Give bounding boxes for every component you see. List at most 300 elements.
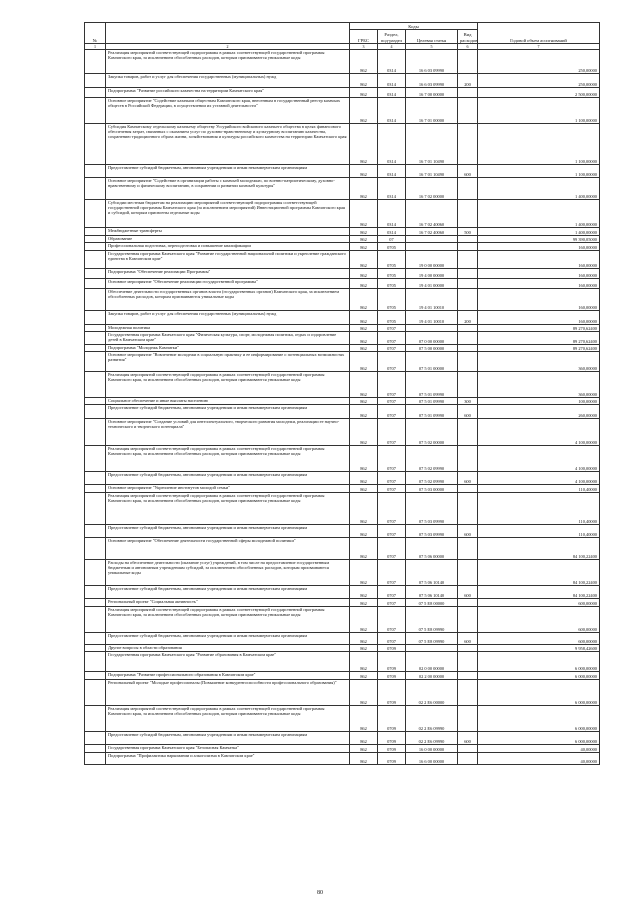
cell-target: 16 7 02 00000 — [406, 178, 458, 200]
cell-section: 0707 — [378, 446, 406, 472]
cell-grbs: 862 — [350, 525, 378, 538]
cell-name: Основное мероприятие "Обеспечение деятельности государственной сферы молодежной политики" — [106, 538, 350, 560]
table-row — [85, 325, 600, 332]
cell-section: 0705 — [378, 279, 406, 289]
cell-no — [85, 332, 106, 345]
cell-name: Основное мероприятие "Укрепление институтов молодой семьи" — [106, 485, 350, 493]
cell-grbs: 862 — [350, 538, 378, 560]
cell-amount: 6 000,00000 — [478, 732, 600, 745]
cell-section: 0709 — [378, 672, 406, 680]
cell-type — [458, 753, 478, 765]
cell-type — [458, 269, 478, 279]
header-target: Целевая статья — [406, 30, 458, 44]
cell-no — [85, 732, 106, 745]
cell-target: 19 4 01 00000 — [406, 279, 458, 289]
colnum: 2 — [106, 44, 350, 50]
table-row — [85, 50, 600, 74]
cell-amount: 99 390,05000 — [478, 236, 600, 243]
cell-type: 600 — [458, 732, 478, 745]
cell-section: 0707 — [378, 607, 406, 633]
cell-section: 0314 — [378, 165, 406, 178]
cell-name: Реализация мероприятий соответствующей подпрограммы в рамках соответствующей государственной программы Камчатского края, за исключением обособленных расходов, которым присваиваются уникальные коды — [106, 372, 350, 398]
cell-type: 600 — [458, 165, 478, 178]
cell-type — [458, 251, 478, 269]
table-row — [85, 398, 600, 405]
cell-no — [85, 599, 106, 607]
cell-name: Предоставление субсидий бюджетным, автономным учреждениям и иным некоммерческим организациям — [106, 165, 350, 178]
cell-type — [458, 289, 478, 311]
cell-amount: 600,00000 — [478, 599, 600, 607]
page-number: 80 — [317, 890, 323, 896]
cell-target: 07 0 00 00000 — [406, 332, 458, 345]
cell-type: 500 — [458, 228, 478, 236]
cell-target: 07 5 01 09990 — [406, 372, 458, 398]
cell-type — [458, 200, 478, 228]
table-row — [85, 311, 600, 325]
cell-amount: 89 270,62400 — [478, 332, 600, 345]
cell-section: 0705 — [378, 243, 406, 251]
cell-amount: 160,00000 — [478, 243, 600, 251]
cell-name: Субсидии местным бюджетам на реализацию мероприятий соответствующей подпрограммы соответствующей государственной программы Камчатского края (за исключением мероприятий) Инвестиционной программы Камчатского края и субсидий, которым присвоены отдельные коды — [106, 200, 350, 228]
cell-no — [85, 289, 106, 311]
header-exptype: Вид расходов — [458, 30, 478, 44]
cell-no — [85, 538, 106, 560]
cell-name: Подпрограмма "Обеспечение реализации Программы" — [106, 269, 350, 279]
cell-grbs: 862 — [350, 332, 378, 345]
cell-grbs: 862 — [350, 243, 378, 251]
cell-amount: 89 270,62400 — [478, 325, 600, 332]
cell-amount: 89 270,62400 — [478, 345, 600, 352]
cell-name: Государственная программа Камчатского края "Развитие государственной национальной политики и укрепление гражданского единства в Камчатском крае" — [106, 251, 350, 269]
cell-target: 02 2 E6 09990 — [406, 706, 458, 732]
table-row — [85, 633, 600, 645]
cell-name: Основное мероприятие "Содействие казачьим обществам Камчатского края, внесенным в государственный реестр казачьих обществ в Российской Федерации, в осуществлении их уставной деятельности" — [106, 98, 350, 124]
cell-no — [85, 560, 106, 586]
cell-target — [406, 243, 458, 251]
cell-name: Региональный проект "Молодые профессионалы (Повышение конкурентоспособности профессионального образования)" — [106, 680, 350, 706]
cell-target: 07 5 00 00000 — [406, 345, 458, 352]
cell-name: Реализация мероприятий соответствующей подпрограммы в рамках соответствующей государственной программы Камчатского края, за исключением обособленных расходов, которым присваиваются уникальные коды — [106, 706, 350, 732]
cell-name: Реализация мероприятий соответствующей подпрограммы в рамках соответствующей государственной программы Камчатского края, за исключением обособленных расходов, которым присваиваются уникальные коды — [106, 446, 350, 472]
table-row — [85, 178, 600, 200]
cell-amount: 110,40000 — [478, 485, 600, 493]
cell-grbs: 862 — [350, 680, 378, 706]
cell-target: 07 5 06 10140 — [406, 560, 458, 586]
cell-grbs: 862 — [350, 325, 378, 332]
cell-type — [458, 446, 478, 472]
cell-target — [406, 236, 458, 243]
cell-section: 0707 — [378, 633, 406, 645]
cell-grbs: 862 — [350, 560, 378, 586]
cell-section: 0705 — [378, 269, 406, 279]
table-row — [85, 586, 600, 599]
cell-no — [85, 178, 106, 200]
cell-type — [458, 645, 478, 652]
cell-target: 19 0 00 00000 — [406, 251, 458, 269]
table-row — [85, 446, 600, 472]
budget-table — [84, 22, 600, 765]
cell-type: 600 — [458, 586, 478, 599]
cell-no — [85, 493, 106, 525]
cell-amount: 6 000,00000 — [478, 680, 600, 706]
cell-target: 07 5 03 09990 — [406, 525, 458, 538]
cell-amount: 160,00000 — [478, 269, 600, 279]
cell-name: Молодежная политика — [106, 325, 350, 332]
cell-section: 0707 — [378, 352, 406, 372]
cell-section: 0709 — [378, 753, 406, 765]
cell-grbs: 862 — [350, 672, 378, 680]
cell-section: 0705 — [378, 289, 406, 311]
cell-target: 02 2 00 00000 — [406, 672, 458, 680]
cell-grbs: 862 — [350, 124, 378, 165]
cell-target: 07 5 02 00000 — [406, 419, 458, 446]
cell-target — [406, 325, 458, 332]
cell-no — [85, 745, 106, 753]
cell-name: Предоставление субсидий бюджетным, автономным учреждениям и иным некоммерческим организациям — [106, 472, 350, 485]
cell-type — [458, 332, 478, 345]
cell-grbs: 862 — [350, 74, 378, 88]
cell-section: 0707 — [378, 599, 406, 607]
cell-amount: 1 100,00000 — [478, 124, 600, 165]
cell-name: Реализация мероприятий соответствующей подпрограммы в рамках соответствующей государственной программы Камчатского края, за исключением обособленных расходов, которым присваиваются уникальные коды — [106, 607, 350, 633]
cell-grbs: 862 — [350, 289, 378, 311]
cell-type — [458, 50, 478, 74]
cell-grbs: 862 — [350, 88, 378, 98]
cell-name: Подпрограмма "Развитие российского казачества на территории Камчатского края" — [106, 88, 350, 98]
table-row — [85, 472, 600, 485]
cell-type — [458, 178, 478, 200]
header-grbs: ГРБС — [350, 30, 378, 44]
cell-grbs: 862 — [350, 732, 378, 745]
cell-type: 200 — [458, 311, 478, 325]
cell-no — [85, 50, 106, 74]
table-row — [85, 88, 600, 98]
cell-grbs: 862 — [350, 645, 378, 652]
cell-no — [85, 124, 106, 165]
header-section: Раздел, под-раздел — [378, 30, 406, 44]
cell-no — [85, 485, 106, 493]
cell-no — [85, 372, 106, 398]
table-row — [85, 165, 600, 178]
cell-target: 07 5 01 09990 — [406, 405, 458, 419]
cell-type — [458, 538, 478, 560]
cell-target: 16 7 00 00000 — [406, 88, 458, 98]
cell-type — [458, 124, 478, 165]
cell-type: 600 — [458, 525, 478, 538]
cell-no — [85, 165, 106, 178]
table-row — [85, 672, 600, 680]
table-row — [85, 645, 600, 652]
colnum: 3 — [350, 44, 378, 50]
cell-amount: 1 400,00000 — [478, 178, 600, 200]
cell-name: Государственная программа Камчатского края "Развитие образования в Камчатском крае" — [106, 652, 350, 672]
cell-no — [85, 446, 106, 472]
cell-no — [85, 398, 106, 405]
cell-amount: 4 100,00000 — [478, 419, 600, 446]
cell-name: Профессиональная подготовка, переподготовка и повышение квалификации — [106, 243, 350, 251]
cell-amount: 110,40000 — [478, 525, 600, 538]
header-codes: Коды — [350, 23, 478, 30]
cell-grbs: 862 — [350, 446, 378, 472]
cell-section: 0709 — [378, 732, 406, 745]
cell-grbs: 862 — [350, 607, 378, 633]
cell-no — [85, 345, 106, 352]
cell-section: 0314 — [378, 178, 406, 200]
table-row — [85, 236, 600, 243]
cell-section: 0707 — [378, 538, 406, 560]
cell-type — [458, 88, 478, 98]
cell-amount: 600,00000 — [478, 633, 600, 645]
cell-grbs: 862 — [350, 279, 378, 289]
table-row — [85, 289, 600, 311]
table-row — [85, 607, 600, 633]
cell-name: Предоставление субсидий бюджетным, автономным учреждениям и иным некоммерческим организациям — [106, 405, 350, 419]
cell-amount: 6 000,00000 — [478, 652, 600, 672]
cell-grbs: 862 — [350, 745, 378, 753]
cell-name: Закупка товаров, работ и услуг для обеспечения государственных (муниципальных) нужд — [106, 311, 350, 325]
cell-section: 0709 — [378, 680, 406, 706]
cell-target: 16 6 03 09990 — [406, 50, 458, 74]
cell-name: Предоставление субсидий бюджетным, автономным учреждениям и иным некоммерческим организациям — [106, 586, 350, 599]
table-row — [85, 124, 600, 165]
cell-target: 07 5 E8 09990 — [406, 633, 458, 645]
table-row — [85, 732, 600, 745]
header-name — [106, 23, 350, 44]
cell-type — [458, 652, 478, 672]
cell-section: 0314 — [378, 74, 406, 88]
cell-target: 16 6 00 00000 — [406, 753, 458, 765]
cell-target: 07 5 01 09990 — [406, 398, 458, 405]
cell-grbs: 862 — [350, 165, 378, 178]
cell-name: Субсидия Камчатскому отдельскому казачьему обществу Уссурийского войскового казачьего общества в целях финансового обеспечения затрат, связанных с оказанием услуг по духовно-нравственному и культурному воспитанию казачества, сохранению традиционного образа жизни, хозяйствования и культуры российского казачества на территории Камчатского края — [106, 124, 350, 165]
cell-grbs: 862 — [350, 599, 378, 607]
cell-no — [85, 419, 106, 446]
cell-target: 02 2 E6 00000 — [406, 680, 458, 706]
table-row — [85, 753, 600, 765]
cell-amount: 6 000,00000 — [478, 672, 600, 680]
cell-type — [458, 680, 478, 706]
cell-amount: 160,00000 — [478, 251, 600, 269]
cell-target: 16 0 00 00000 — [406, 745, 458, 753]
cell-amount: 1 100,00000 — [478, 165, 600, 178]
cell-type — [458, 672, 478, 680]
table-row — [85, 200, 600, 228]
cell-section: 0705 — [378, 311, 406, 325]
header-row-top — [85, 23, 600, 30]
cell-type — [458, 345, 478, 352]
table-row — [85, 680, 600, 706]
cell-target: 07 5 06 00000 — [406, 538, 458, 560]
cell-target: 19 4 01 10010 — [406, 289, 458, 311]
cell-no — [85, 645, 106, 652]
cell-section: 0707 — [378, 398, 406, 405]
cell-section: 0709 — [378, 706, 406, 732]
cell-no — [85, 279, 106, 289]
cell-name: Основное мероприятие "Создание условий для интеллектуального, творческого развития молодежи, реализации ее научно-технического и творческого потенциала" — [106, 419, 350, 446]
cell-amount: 600,00000 — [478, 607, 600, 633]
cell-type: 300 — [458, 398, 478, 405]
cell-name: Обеспечение деятельности государственных органов власти (государственных органов) Камчатского края, за исключением обособленных расходов, которым присваиваются уникальные коды — [106, 289, 350, 311]
cell-name: Социальное обеспечение и иные выплаты населению — [106, 398, 350, 405]
table-row — [85, 599, 600, 607]
cell-target: 07 5 E8 00000 — [406, 599, 458, 607]
cell-target: 16 7 01 10490 — [406, 124, 458, 165]
cell-name: Основное мероприятие "Вовлечение молодежи в социальную практику и ее информирование о потенциальных возможностях развития" — [106, 352, 350, 372]
cell-type — [458, 243, 478, 251]
cell-no — [85, 586, 106, 599]
cell-section: 0705 — [378, 251, 406, 269]
cell-grbs: 862 — [350, 251, 378, 269]
cell-amount: 84 100,22400 — [478, 586, 600, 599]
cell-no — [85, 706, 106, 732]
cell-amount: 360,00000 — [478, 352, 600, 372]
table-body — [85, 50, 600, 765]
cell-section: 0314 — [378, 98, 406, 124]
cell-section: 0707 — [378, 405, 406, 419]
cell-type — [458, 745, 478, 753]
cell-name: Подпрограмма "Профилактика наркомании и алкоголизма в Камчатском крае" — [106, 753, 350, 765]
cell-name: Подпрограмма "Развитие профессионального образования в Камчатском крае" — [106, 672, 350, 680]
cell-name: Основное мероприятие "Содействие в организации работы с казачьей молодежью, по военно-патриотическому, духовно-нравственному и физическому воспитанию, в сохранении и развитии казачьей культуры" — [106, 178, 350, 200]
colnum: 6 — [458, 44, 478, 50]
cell-section: 0707 — [378, 325, 406, 332]
cell-target: 07 5 02 09990 — [406, 472, 458, 485]
cell-target — [406, 645, 458, 652]
table-row — [85, 538, 600, 560]
cell-type — [458, 607, 478, 633]
cell-section: 0314 — [378, 88, 406, 98]
cell-amount: 160,00000 — [478, 289, 600, 311]
cell-amount: 110,40000 — [478, 493, 600, 525]
table-row — [85, 332, 600, 345]
table-row — [85, 419, 600, 446]
cell-amount: 84 100,22400 — [478, 560, 600, 586]
cell-grbs: 862 — [350, 652, 378, 672]
cell-amount: 260,00000 — [478, 405, 600, 419]
cell-name: Предоставление субсидий бюджетным, автономным учреждениям и иным некоммерческим организациям — [106, 633, 350, 645]
cell-name: Образование — [106, 236, 350, 243]
cell-type — [458, 560, 478, 586]
cell-name: Подпрограмма "Молодежь Камчатки" — [106, 345, 350, 352]
cell-type: 600 — [458, 405, 478, 419]
table-row — [85, 745, 600, 753]
cell-grbs: 862 — [350, 493, 378, 525]
cell-section: 0707 — [378, 419, 406, 446]
cell-grbs: 862 — [350, 178, 378, 200]
cell-grbs: 862 — [350, 98, 378, 124]
cell-amount: 360,00000 — [478, 372, 600, 398]
cell-amount: 160,00000 — [478, 311, 600, 325]
cell-name: Государственная программа Камчатского края "Физическая культура, спорт, молодежная политика, отдых и оздоровление детей в Камчатском крае" — [106, 332, 350, 345]
cell-grbs: 862 — [350, 706, 378, 732]
cell-amount: 2 500,00000 — [478, 88, 600, 98]
cell-type — [458, 279, 478, 289]
cell-target: 07 5 06 10140 — [406, 586, 458, 599]
colnum: 1 — [85, 44, 106, 50]
cell-section: 0707 — [378, 560, 406, 586]
cell-target: 16 7 02 40060 — [406, 228, 458, 236]
header-no: № — [85, 23, 106, 44]
colnum: 5 — [406, 44, 458, 50]
cell-amount: 4 100,00000 — [478, 446, 600, 472]
table-row — [85, 706, 600, 732]
cell-no — [85, 236, 106, 243]
cell-name: Реализация мероприятий соответствующей подпрограммы в рамках соответствующей государственной программы Камчатского края, за исключением обособленных расходов, которым присваиваются уникальные коды — [106, 493, 350, 525]
cell-grbs: 862 — [350, 236, 378, 243]
table-row — [85, 269, 600, 279]
table-row — [85, 493, 600, 525]
cell-amount: 84 100,22400 — [478, 538, 600, 560]
cell-no — [85, 472, 106, 485]
cell-section: 0707 — [378, 525, 406, 538]
cell-target: 07 5 02 09990 — [406, 446, 458, 472]
cell-grbs: 862 — [350, 345, 378, 352]
table-row — [85, 352, 600, 372]
cell-name: Реализация мероприятий соответствующей подпрограммы в рамках соответствующей государственной программы Камчатского края, за исключением обособленных расходов, которым присваиваются уникальные коды — [106, 50, 350, 74]
cell-section: 0314 — [378, 228, 406, 236]
cell-type — [458, 352, 478, 372]
table-row — [85, 405, 600, 419]
cell-no — [85, 352, 106, 372]
table-row — [85, 251, 600, 269]
cell-section: 0314 — [378, 200, 406, 228]
cell-section: 0707 — [378, 586, 406, 599]
cell-name: Закупка товаров, работ и услуг для обеспечения государственных (муниципальных) нужд — [106, 74, 350, 88]
cell-target: 16 7 01 10490 — [406, 165, 458, 178]
cell-no — [85, 200, 106, 228]
cell-name: Государственная программа Камчатского края "Безопасная Камчатка" — [106, 745, 350, 753]
cell-amount: 100,00000 — [478, 398, 600, 405]
cell-type — [458, 98, 478, 124]
cell-target: 16 7 01 00000 — [406, 98, 458, 124]
table-row — [85, 98, 600, 124]
cell-amount: 1 400,00000 — [478, 200, 600, 228]
cell-name: Предоставление субсидий бюджетным, автономным учреждениям и иным некоммерческим организациям — [106, 525, 350, 538]
cell-target: 07 5 E8 09990 — [406, 607, 458, 633]
cell-name: Основное мероприятие "Обеспечение реализации государственной программы" — [106, 279, 350, 289]
cell-section: 0707 — [378, 472, 406, 485]
cell-no — [85, 98, 106, 124]
cell-target: 07 5 03 09990 — [406, 493, 458, 525]
cell-no — [85, 88, 106, 98]
cell-section: 0707 — [378, 372, 406, 398]
cell-type: 600 — [458, 633, 478, 645]
cell-amount: 9 958,42600 — [478, 645, 600, 652]
cell-type — [458, 419, 478, 446]
cell-name: Региональный проект "Социальная активность" — [106, 599, 350, 607]
cell-type — [458, 599, 478, 607]
cell-name: Предоставление субсидий бюджетным, автономным учреждениям и иным некоммерческим организациям — [106, 732, 350, 745]
cell-no — [85, 269, 106, 279]
cell-grbs: 862 — [350, 633, 378, 645]
colnum: 7 — [478, 44, 600, 50]
cell-grbs: 862 — [350, 398, 378, 405]
cell-amount: 250,00000 — [478, 74, 600, 88]
table-row — [85, 560, 600, 586]
cell-no — [85, 243, 106, 251]
table-row — [85, 525, 600, 538]
cell-no — [85, 680, 106, 706]
cell-no — [85, 672, 106, 680]
cell-no — [85, 405, 106, 419]
cell-type: 600 — [458, 472, 478, 485]
cell-grbs: 862 — [350, 753, 378, 765]
cell-grbs: 862 — [350, 372, 378, 398]
cell-section: 07 — [378, 236, 406, 243]
table-row — [85, 243, 600, 251]
colnum: 4 — [378, 44, 406, 50]
cell-no — [85, 652, 106, 672]
